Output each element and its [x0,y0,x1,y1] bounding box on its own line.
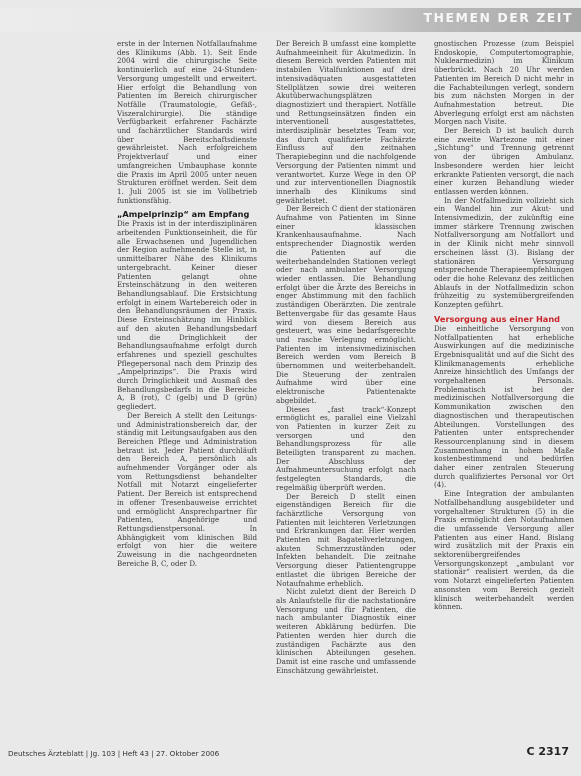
paragraph: In der Notfallmedizin vollzieht sich ein Wandel hin zur Akut- und Intensivmedizin, der zukünftig eine immer stärkere Trennung zwischen Notfallversorgung am Notfallort und in der Klinik nicht mehr sinnvoll erscheinen lässt (3). Bislang der stationären Versorgung entsprechende Therapieempfehlungen oder die hohe Relevanz des zeitlichen Ablaufs in der Notfallmedizin schon frühzeitig zu systemübergreifenden Konzepten geführt. [434,195,574,310]
page-number: C 2317 [526,745,569,758]
paragraph: Der Bereich C dient der stationären Aufnahme von Patienten im Sinne einer klassischen Krankenhausaufnahme. Nach entsprechender Diagnostik werden die Patienten auf die weiterbehandelnden Stationen verlegt oder nach ambulanter Versorgung wieder entlassen. Die Behandlung erfolgt über die Ärzte des Bereichs in enger Abstimmung mit den fachlich zuständigen Oberärzten. Die zentrale Bettenvergabe für das gesamte Haus wird von diesem Bereich aus gesteuert, was eine bedarfsgerechte und rasche Verlegung ermöglicht. Patienten im intensivmedizinischen Bereich werden vom Bereich B übernommen und weiterbehandelt. Die Steuerung der zentralen Aufnahme wird über eine elektronische Patientenakte abgebildet. [276,204,416,405]
paragraph: gnostischen Prozesse (zum Beispiel Endoskopie, Computertomographie, Nuklearmedizin) im Klinikum überbrückt. Nach 20 Uhr werden Patienten im Bereich D nicht mehr in die Fachabteilungen verlegt, sondern bis zum nächsten Morgen in der Aufnahmestation betreut. Die Abverlegung erfolgt erst am nächsten Morgen nach Visite. [434,40,574,127]
section-title: THEMEN DER ZEIT [423,10,573,25]
paragraph: erste in der Internen Notfallaufnahme des Klinikums (Abb. 1). Seit Ende 2004 wird die chirurgische Seite kontinuierlich auf eine 24-Stunden-Versorgung umgestellt und erweitert. Hier erfolgt die Behandlung von Patienten im Bereich chirurgischer Notfälle (Traumatologie, Gefäß-, Viszeralchirurgie). Die ständige Verfügbarkeit erfahrener Fachärzte und fachärztlicher Standards wird über Bereitschaftsdienste gewährleistet. Nach erfolgreichem Projektverlauf und einer umfangreichen Umbauphase konnte die Praxis im April 2005 unter neuen Strukturen eröffnet werden. Seit dem 1. Juli 2005 ist sie im Vollbetrieb funktionsfähig. [117,40,257,205]
text-column-2 [276,40,416,746]
paragraph: Der Bereich D ist baulich durch eine zweite Wartezone mit einer „Sichtung“ und Trennung getrennt von der übrigen Ambulanz. Insbesondere werden hier leicht erkrankte Patienten versorgt, die nach einer kurzen Behandlung wieder entlassen werden können. [434,126,574,196]
subheading: „Ampelprinzip“ am Empfang [117,209,250,220]
article-body [117,40,573,740]
paragraph: Der Bereich B umfasst eine komplette Aufnahmeeinheit für Akutmedizin. In diesem Bereich werden Patienten mit instabilen Vitalfunktionen auf drei intensivadäquaten ausgestatteten Stellplätzen sowie drei weiteren Akutüberwachungsplätzen diagnostiziert und therapiert. Notfälle und Rettungseinsätzen finden ein interventionell ausgestattetes, interdisziplinär besetztes Team vor, das durch qualifizierte Fachärzte Einfluss auf den zeitnahen Therapiebeginn und die nachfolgende Versorgung der Patienten nimmt und verantwortet. Kurze Wege in den OP und zur interventionellen Diagnostik innerhalb des Klinikums sind gewährleistet. [276,40,416,205]
paragraph: Der Bereich A stellt den Leitungs- und Administrationsbereich dar, der ständig mit Leitungsaufgaben aus den Bereichen Pflege und Administration betraut ist. Jeder Patient durchläuft den Bereich A, persönlich als aufnehmender Vorgänger oder als vom Rettungsdienst behandelter Notfall mit Notarzt eingelieferter Patient. Der Bereich ist entsprechend in offener Tresenbauweise errichtet und ermöglicht Ansprechpartner für Patienten, Angehörige und Rettungsdienstpersonal. In Abhängigkeit vom klinischen Bild erfolgt von hier die weitere Zuweisung in die nachgeordneten Bereiche B, C, oder D. [117,410,257,568]
paragraph: Dieses „fast track“-Konzept ermöglicht es, parallel eine Vielzahl von Patienten in kurzer Zeit zu versorgen und den Behandlungsprozess für alle Beteiligten transparent zu machen. Der Abschluss der Aufnahmeuntersuchung erfolgt nach festgelegten Standards, die regelmäßig überprüft werden. [276,404,416,492]
paragraph: Der Bereich D stellt einen eigenständigen Bereich für die fachärztliche Versorgung von Patienten mit leichteren Verletzungen und Erkrankungen dar. Hier werden Patienten mit Bagatellverletzungen, akuten Schmerzzuständen oder Infekten behandelt. Die zeitnahe Versorgung dieser Patientengruppe entlastet die übrigen Bereiche der Notaufnahme erheblich. [276,491,416,588]
text-column-1 [117,40,257,746]
text-column-3 [434,40,574,746]
paragraph: Die einheitliche Versorgung von Notfallpatienten hat erhebliche Auswirkungen auf die medizinische Ergebnisqualität und auf die Sicht des Klinikmanagements erhebliche Anreize hinsichtlich des Umfangs der vorgehaltenen Personals. Problematisch ist bei der medizinischen Notfallversorgung die Kommunikation zwischen den diagnostischen und therapeutischen Abteilungen. Vorstellungen des Patienten unter entsprechender Ressourcenplanung sind in diesem Zusammenhang in hohem Maße kostenbestimmend und bedürfen daher einer zentralen Steuerung durch qualifiziertes Personal vor Ort (4). [434,323,574,490]
subheading: Versorgung aus einer Hand [434,313,561,324]
journal-citation: Deutsches Ärzteblatt | Jg. 103 | Heft 43 | 27. Oktober 2006 [8,749,220,758]
paragraph: Die Praxis ist in der interdisziplinären arbeitenden Funktionseinheit, die für alle Erwachsenen und Jugendlichen der Region aufnehmende Stelle ist, in unmittelbarer Nähe des Klinikums untergebracht. Keiner dieser Patienten gelangt ohne Ersteinschätzung in den weiteren Behandlungsablauf. Die Erstsichtung erfolgt in einem Wartebereich oder in den Behandlungsräumen der Praxis. Diese Ersteinschätzung im Hinblick auf den akuten Behandlungsbedarf und die Dringlichkeit der Behandlungsaufnahme erfolgt durch erfahrenes und speziell geschultes Pflegepersonal nach dem Prinzip des „Ampelprinzips“. Die Praxis wird durch Dringlichkeit und Ausmaß des Behandlungsbedarfs in die Bereiche A, B (rot), C (gelb) und D (grün) gegliedert. [117,219,257,412]
paragraph: Nicht zuletzt dient der Bereich D als Anlaufstelle für die nachstationäre Versorgung und für Patienten, die nach ambulanter Diagnostik einer weiteren Abklärung bedürfen. Die Patienten werden hier durch die zuständigen Fachärzte aus den klinischen Abteilungen gesehen. Damit ist eine rasche und umfassende Einschätzung gewährleistet. [276,587,416,675]
paragraph: Eine Integration der ambulanten Notfallbehandlung ausgebildeter und vorgehaltener Strukturen (5) in die Praxis ermöglicht den Notaufnahmen die umfassende Versorgung aller Patienten aus einer Hand. Bislang wird zusätzlich mit der Praxis ein sektorenübergreifendes Versorgungskonzept „ambulant vor stationär“ realisiert werden, da die vom Notarzt eingelieferten Patienten ansonsten vom Bereich gezielt klinisch weiterbehandelt werden können. [434,489,574,612]
